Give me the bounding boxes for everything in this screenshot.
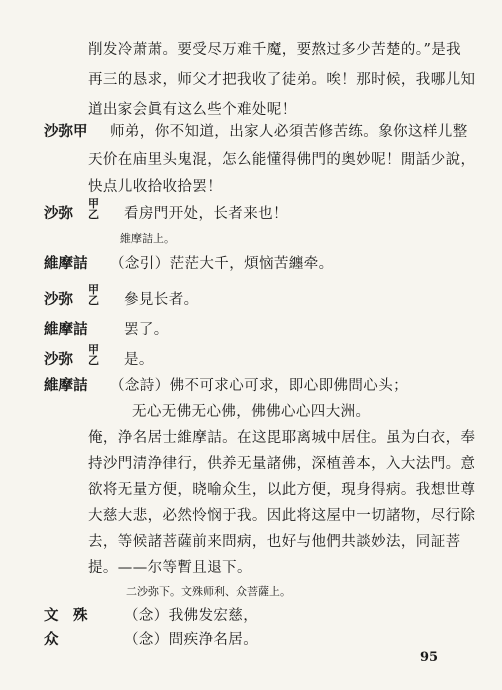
poem-line: 无心无佛无心佛，佛佛心心四大洲。 xyxy=(132,404,371,420)
speaker-label: 沙弥 xyxy=(44,291,73,308)
stage-direction: 維摩詰上。 xyxy=(120,232,175,245)
speaker-yi: 乙 xyxy=(88,294,99,307)
dialogue-line: 俺，浄名居士維摩詰。在这毘耶离城中居住。虽为白衣，奉 xyxy=(88,430,476,446)
dialogue-line: 快点儿收拾收拾罢！ xyxy=(88,179,223,195)
stage-direction: 二沙弥下。文殊师利、众菩薩上。 xyxy=(126,585,291,598)
text-line: 再三的恳求，师父才把我收了徒弟。唉！那时候，我哪儿知 xyxy=(88,72,476,88)
speaker-label: 沙弥 xyxy=(44,351,73,368)
speaker-label: 維摩詰 xyxy=(44,321,88,338)
speaker-stack xyxy=(88,284,99,306)
dialogue-line: 提。——尔等暫且退下。 xyxy=(88,560,252,576)
dialogue-line: 欲将无量方便，晓喻众生，以此方便，現身得病。我想世尊 xyxy=(88,482,476,498)
page-number: 95 xyxy=(420,650,439,665)
speaker-label: 沙弥 xyxy=(44,205,73,222)
dialogue-line: （念）問疾浄名居。 xyxy=(124,632,259,648)
speaker-label: 文 殊 xyxy=(44,607,88,624)
dialogue-line: 罢了。 xyxy=(124,322,169,338)
speaker-jia: 甲 xyxy=(88,283,99,296)
speaker-label: 沙弥甲 xyxy=(44,123,88,140)
speaker-stack xyxy=(88,198,99,220)
speaker-yi: 乙 xyxy=(88,354,99,367)
speaker-label: 众 xyxy=(44,631,59,648)
speaker-label: 維摩詰 xyxy=(44,255,88,272)
dialogue-line: 是。 xyxy=(124,352,154,368)
text-line: 道出家会眞有这么些个难处呢！ xyxy=(88,102,297,118)
text-line: 削发冷萧萧。要受尽万难千魔，要熬过多少苦楚的。”是我 xyxy=(88,42,462,58)
dialogue-line: 师弟，你不知道，出家人必須苦修苦练。象你这样儿整 xyxy=(110,124,468,140)
dialogue-line: （念引）茫茫大千，煩恼苦纏牵。 xyxy=(110,256,334,272)
dialogue-line: 天价在庙里头鬼混，怎么能懂得佛門的奥妙呢！閒話少說， xyxy=(88,152,476,168)
dialogue-line: 大慈大悲，必然怜悯于我。因此将这屋中一切諸物，尽行除 xyxy=(88,508,476,524)
poem-line: （念詩）佛不可求心可求，即心即佛問心头； xyxy=(110,378,408,394)
dialogue-line: 持沙門清浄律行，供养无量諸佛，深植善本，入大法門。意 xyxy=(88,456,476,472)
speaker-yi: 乙 xyxy=(88,208,99,221)
dialogue-line: 看房門开处，长者来也！ xyxy=(124,206,288,222)
dialogue-line: 去，等候諸菩薩前来問病，也好与他們共談妙法，同証菩 xyxy=(88,534,461,550)
dialogue-line: （念）我佛发宏慈， xyxy=(124,608,259,624)
dialogue-line: 參見长者。 xyxy=(124,292,199,308)
speaker-jia: 甲 xyxy=(88,197,99,210)
speaker-label: 維摩詰 xyxy=(44,377,88,394)
speaker-stack xyxy=(88,344,99,366)
speaker-jia: 甲 xyxy=(88,343,99,356)
